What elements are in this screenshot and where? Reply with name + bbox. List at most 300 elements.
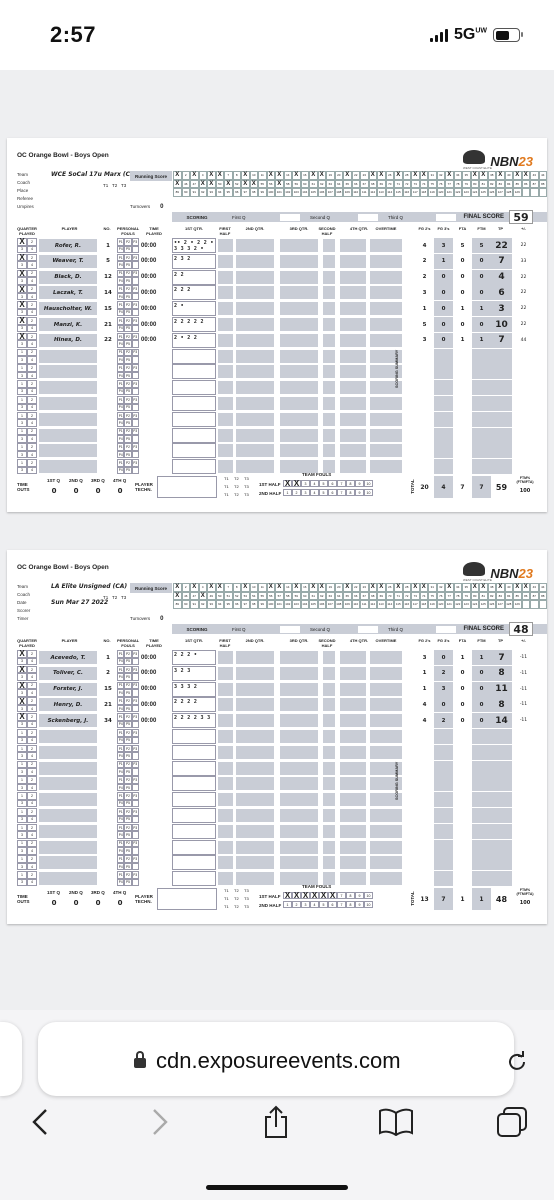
foul-cell[interactable]: P2	[125, 699, 130, 704]
quarter-cell[interactable]: X	[17, 254, 27, 262]
foul-cell[interactable]: P4	[118, 310, 123, 315]
foul-cell[interactable]: P4	[118, 848, 123, 853]
quarter-cell[interactable]: 2	[27, 808, 37, 816]
quarter-cell[interactable]: 3	[17, 863, 27, 871]
foul-cell[interactable]	[132, 261, 139, 269]
foul-mark[interactable]: 8	[346, 901, 355, 908]
quarter-cell[interactable]: 4	[27, 293, 37, 301]
quarter-cell[interactable]: 3	[17, 879, 27, 887]
quarter-cell[interactable]: 4	[27, 689, 37, 697]
foul-cell[interactable]: P1	[118, 793, 123, 798]
foul-cell[interactable]: P5	[125, 801, 130, 806]
personal-fouls[interactable]	[117, 871, 139, 886]
foul-cell[interactable]: P5	[125, 468, 130, 473]
quarter-cell[interactable]: 4	[27, 768, 37, 776]
quarter-cell[interactable]: 2	[27, 317, 37, 325]
foul-mark[interactable]: X	[311, 891, 318, 900]
foul-cell[interactable]: P2	[125, 809, 130, 814]
foul-cell[interactable]	[132, 309, 139, 317]
foul-cell[interactable]: P5	[125, 326, 130, 331]
foul-cell[interactable]: P3	[133, 667, 138, 672]
foul-mark[interactable]: X	[329, 891, 336, 900]
foul-cell[interactable]: P2	[125, 714, 130, 719]
quarter-cell[interactable]: 2	[27, 682, 37, 690]
personal-fouls[interactable]	[117, 745, 139, 760]
quarter-cell[interactable]: X	[17, 333, 27, 341]
quarter-cell[interactable]: 3	[17, 388, 27, 396]
personal-fouls[interactable]	[117, 380, 139, 395]
personal-fouls[interactable]	[117, 412, 139, 427]
foul-cell[interactable]: P4	[118, 373, 123, 378]
foul-cell[interactable]: P2	[125, 841, 130, 846]
foul-cell[interactable]: P5	[125, 785, 130, 790]
personal-fouls[interactable]	[117, 317, 139, 332]
quarter-cell[interactable]: 2	[27, 713, 37, 721]
personal-fouls[interactable]	[117, 761, 139, 776]
foul-cell[interactable]: P2	[125, 413, 130, 418]
quarter-played[interactable]	[17, 254, 37, 269]
foul-cell[interactable]: P4	[118, 357, 123, 362]
quarter-played[interactable]	[17, 871, 37, 886]
foul-cell[interactable]: P1	[118, 271, 123, 276]
quarter-cell[interactable]: 1	[17, 412, 27, 420]
quarter-played[interactable]	[17, 792, 37, 807]
foul-cell[interactable]: P2	[125, 778, 130, 783]
foul-cell[interactable]: P4	[118, 342, 123, 347]
foul-cell[interactable]: P2	[125, 334, 130, 339]
quarter-cell[interactable]: X	[17, 650, 27, 658]
quarter-played[interactable]	[17, 317, 37, 332]
quarter-cell[interactable]: 1	[17, 855, 27, 863]
foul-cell[interactable]: P1	[118, 825, 123, 830]
quarter-cell[interactable]: 3	[17, 705, 27, 713]
quarter-cell[interactable]: X	[17, 713, 27, 721]
quarter-played[interactable]	[17, 380, 37, 395]
foul-mark[interactable]: X	[284, 479, 291, 488]
quarter-cell[interactable]: 1	[17, 364, 27, 372]
quarter-cell[interactable]: 3	[17, 467, 27, 475]
foul-cell[interactable]: P3	[133, 699, 138, 704]
quarter-cell[interactable]: 2	[27, 855, 37, 863]
foul-mark[interactable]: 4	[310, 901, 319, 908]
quarter-cell[interactable]: 3	[17, 404, 27, 412]
foul-cell[interactable]: P4	[118, 690, 123, 695]
quarter-cell[interactable]: 1	[17, 459, 27, 467]
quarter-cell[interactable]: X	[17, 238, 27, 246]
quarter-cell[interactable]: 4	[27, 246, 37, 254]
foul-cell[interactable]	[132, 325, 139, 333]
quarter-cell[interactable]: 4	[27, 388, 37, 396]
quarter-played[interactable]	[17, 745, 37, 760]
foul-mark[interactable]: 7	[337, 892, 346, 899]
foul-cell[interactable]: P4	[118, 326, 123, 331]
quarter-cell[interactable]: 4	[27, 847, 37, 855]
foul-cell[interactable]	[132, 816, 139, 824]
quarter-cell[interactable]: 1	[17, 871, 27, 879]
foul-cell[interactable]: P4	[118, 706, 123, 711]
forward-button[interactable]	[140, 1102, 180, 1142]
foul-cell[interactable]: P1	[118, 445, 123, 450]
foul-cell[interactable]: P3	[133, 397, 138, 402]
quarter-cell[interactable]: 4	[27, 325, 37, 333]
foul-cell[interactable]: P1	[118, 730, 123, 735]
foul-cell[interactable]: P5	[125, 817, 130, 822]
foul-cell[interactable]: P1	[118, 683, 123, 688]
quarter-cell[interactable]: 1	[17, 349, 27, 357]
quarter-played[interactable]	[17, 459, 37, 474]
foul-cell[interactable]: P2	[125, 746, 130, 751]
foul-cell[interactable]: P3	[133, 350, 138, 355]
quarter-cell[interactable]: 2	[27, 459, 37, 467]
foul-cell[interactable]: P1	[118, 397, 123, 402]
foul-cell[interactable]: P3	[133, 287, 138, 292]
foul-cell[interactable]: P3	[133, 825, 138, 830]
quarter-cell[interactable]: X	[17, 270, 27, 278]
quarter-played[interactable]	[17, 285, 37, 300]
document-viewer[interactable]	[0, 70, 554, 1010]
foul-cell[interactable]	[132, 831, 139, 839]
quarter-cell[interactable]: 2	[27, 745, 37, 753]
foul-cell[interactable]	[132, 752, 139, 760]
quarter-played[interactable]	[17, 333, 37, 348]
quarter-cell[interactable]: 4	[27, 705, 37, 713]
quarter-played[interactable]	[17, 349, 37, 364]
personal-fouls[interactable]	[117, 396, 139, 411]
quarter-cell[interactable]: 1	[17, 396, 27, 404]
foul-cell[interactable]: P2	[125, 667, 130, 672]
url-text[interactable]: cdn.exposureevents.com	[156, 1048, 401, 1073]
team-fouls-grid[interactable]	[283, 892, 373, 899]
foul-cell[interactable]: P4	[118, 278, 123, 283]
personal-fouls[interactable]	[117, 443, 139, 458]
foul-cell[interactable]: P4	[118, 833, 123, 838]
foul-cell[interactable]: P2	[125, 651, 130, 656]
quarter-cell[interactable]: 1	[17, 824, 27, 832]
quarter-cell[interactable]: 1	[17, 776, 27, 784]
foul-cell[interactable]: P2	[125, 302, 130, 307]
personal-fouls[interactable]	[117, 333, 139, 348]
quarter-played[interactable]	[17, 650, 37, 665]
foul-mark[interactable]: X	[284, 891, 291, 900]
personal-fouls[interactable]	[117, 364, 139, 379]
quarter-cell[interactable]: 4	[27, 800, 37, 808]
foul-cell[interactable]: P5	[125, 848, 130, 853]
personal-fouls[interactable]	[117, 697, 139, 712]
address-bar[interactable]	[38, 1022, 514, 1096]
foul-cell[interactable]: P5	[125, 247, 130, 252]
quarter-cell[interactable]: 2	[27, 396, 37, 404]
quarter-cell[interactable]: 2	[27, 792, 37, 800]
quarter-played[interactable]	[17, 761, 37, 776]
foul-cell[interactable]	[132, 737, 139, 745]
foul-cell[interactable]: P3	[133, 730, 138, 735]
quarter-cell[interactable]: 3	[17, 277, 27, 285]
quarter-cell[interactable]: 3	[17, 768, 27, 776]
foul-mark[interactable]: 2	[292, 489, 301, 496]
foul-cell[interactable]: P3	[133, 857, 138, 862]
foul-cell[interactable]: P1	[118, 667, 123, 672]
technicals-box[interactable]	[157, 888, 217, 910]
quarter-cell[interactable]: 3	[17, 784, 27, 792]
foul-cell[interactable]: P4	[118, 722, 123, 727]
foul-cell[interactable]: P1	[118, 651, 123, 656]
foul-cell[interactable]: P1	[118, 366, 123, 371]
foul-cell[interactable]	[132, 451, 139, 459]
foul-cell[interactable]: P3	[133, 809, 138, 814]
foul-mark[interactable]: 7	[337, 489, 346, 496]
foul-cell[interactable]: P3	[133, 714, 138, 719]
foul-cell[interactable]: P2	[125, 429, 130, 434]
foul-cell[interactable]	[132, 404, 139, 412]
foul-cell[interactable]: P5	[125, 738, 130, 743]
foul-cell[interactable]: P5	[125, 690, 130, 695]
personal-fouls[interactable]	[117, 729, 139, 744]
foul-mark[interactable]: 8	[346, 489, 355, 496]
foul-cell[interactable]	[132, 388, 139, 396]
foul-cell[interactable]: P2	[125, 460, 130, 465]
foul-cell[interactable]: P1	[118, 778, 123, 783]
quarter-played[interactable]	[17, 824, 37, 839]
foul-cell[interactable]: P4	[118, 421, 123, 426]
personal-fouls[interactable]	[117, 855, 139, 870]
foul-cell[interactable]	[132, 721, 139, 729]
quarter-cell[interactable]: 3	[17, 673, 27, 681]
quarter-cell[interactable]: X	[17, 682, 27, 690]
foul-cell[interactable]: P4	[118, 785, 123, 790]
foul-mark[interactable]: 10	[364, 892, 373, 899]
foul-cell[interactable]: P4	[118, 263, 123, 268]
foul-mark[interactable]: 4	[310, 489, 319, 496]
foul-mark[interactable]: 3	[301, 489, 310, 496]
foul-cell[interactable]: P1	[118, 857, 123, 862]
quarter-cell[interactable]: 3	[17, 737, 27, 745]
foul-cell[interactable]: P3	[133, 302, 138, 307]
foul-cell[interactable]: P3	[133, 762, 138, 767]
foul-mark[interactable]: 9	[355, 489, 364, 496]
personal-fouls[interactable]	[117, 254, 139, 269]
foul-cell[interactable]: P3	[133, 381, 138, 386]
foul-cell[interactable]	[132, 340, 139, 348]
team-fouls-grid[interactable]	[283, 489, 373, 496]
quarter-cell[interactable]: 2	[27, 333, 37, 341]
quarter-cell[interactable]: 3	[17, 831, 27, 839]
team-fouls-grid[interactable]	[283, 480, 373, 487]
foul-cell[interactable]: P3	[133, 413, 138, 418]
foul-mark[interactable]: 2	[292, 901, 301, 908]
quarter-cell[interactable]: 2	[27, 776, 37, 784]
quarter-cell[interactable]: 3	[17, 689, 27, 697]
foul-mark[interactable]: 9	[355, 901, 364, 908]
foul-cell[interactable]: P5	[125, 357, 130, 362]
foul-cell[interactable]: P1	[118, 255, 123, 260]
quarter-cell[interactable]: 1	[17, 745, 27, 753]
foul-cell[interactable]: P5	[125, 864, 130, 869]
quarter-cell[interactable]: 3	[17, 246, 27, 254]
foul-cell[interactable]: P1	[118, 381, 123, 386]
quarter-cell[interactable]: 2	[27, 238, 37, 246]
quarter-cell[interactable]: 4	[27, 752, 37, 760]
foul-mark[interactable]: 4	[310, 480, 319, 487]
foul-cell[interactable]: P4	[118, 659, 123, 664]
foul-cell[interactable]: P2	[125, 366, 130, 371]
personal-fouls[interactable]	[117, 713, 139, 728]
foul-cell[interactable]: P3	[133, 460, 138, 465]
foul-mark[interactable]: 6	[328, 480, 337, 487]
foul-cell[interactable]: P1	[118, 872, 123, 877]
foul-mark[interactable]: 3	[301, 901, 310, 908]
quarter-cell[interactable]: 3	[17, 261, 27, 269]
foul-cell[interactable]	[132, 356, 139, 364]
share-button[interactable]	[256, 1102, 296, 1142]
foul-cell[interactable]: P4	[118, 769, 123, 774]
quarter-played[interactable]	[17, 840, 37, 855]
foul-mark[interactable]: 6	[328, 901, 337, 908]
foul-mark[interactable]: 3	[301, 480, 310, 487]
personal-fouls[interactable]	[117, 666, 139, 681]
quarter-cell[interactable]: 3	[17, 816, 27, 824]
quarter-cell[interactable]: 1	[17, 761, 27, 769]
quarter-cell[interactable]: 2	[27, 349, 37, 357]
personal-fouls[interactable]	[117, 238, 139, 253]
foul-cell[interactable]: P5	[125, 310, 130, 315]
quarter-played[interactable]	[17, 666, 37, 681]
foul-cell[interactable]: P1	[118, 429, 123, 434]
quarter-played[interactable]	[17, 729, 37, 744]
quarter-cell[interactable]: 2	[27, 697, 37, 705]
personal-fouls[interactable]	[117, 428, 139, 443]
foul-cell[interactable]	[132, 768, 139, 776]
foul-cell[interactable]: P5	[125, 294, 130, 299]
foul-cell[interactable]: P5	[125, 278, 130, 283]
quarter-cell[interactable]: 3	[17, 372, 27, 380]
quarter-cell[interactable]: 4	[27, 277, 37, 285]
foul-cell[interactable]: P3	[133, 271, 138, 276]
quarter-cell[interactable]: 4	[27, 309, 37, 317]
foul-cell[interactable]: P4	[118, 801, 123, 806]
quarter-played[interactable]	[17, 713, 37, 728]
quarter-cell[interactable]: 4	[27, 879, 37, 887]
foul-cell[interactable]: P3	[133, 318, 138, 323]
quarter-cell[interactable]: 4	[27, 419, 37, 427]
foul-cell[interactable]: P3	[133, 793, 138, 798]
foul-cell[interactable]: P3	[133, 778, 138, 783]
foul-cell[interactable]	[132, 673, 139, 681]
quarter-cell[interactable]: 2	[27, 871, 37, 879]
quarter-cell[interactable]: X	[17, 301, 27, 309]
personal-fouls[interactable]	[117, 808, 139, 823]
foul-mark[interactable]: 1	[283, 901, 292, 908]
quarter-played[interactable]	[17, 697, 37, 712]
quarter-played[interactable]	[17, 682, 37, 697]
quarter-cell[interactable]: 4	[27, 673, 37, 681]
foul-cell[interactable]: P1	[118, 318, 123, 323]
foul-mark[interactable]: 1	[283, 489, 292, 496]
quarter-cell[interactable]: 3	[17, 325, 27, 333]
foul-mark[interactable]: 7	[337, 901, 346, 908]
foul-cell[interactable]: P3	[133, 255, 138, 260]
foul-cell[interactable]: P5	[125, 342, 130, 347]
foul-mark[interactable]: 10	[364, 480, 373, 487]
quarter-cell[interactable]: 4	[27, 435, 37, 443]
foul-cell[interactable]: P3	[133, 239, 138, 244]
foul-cell[interactable]: P5	[125, 754, 130, 759]
foul-mark[interactable]: X	[320, 891, 327, 900]
quarter-cell[interactable]: 3	[17, 340, 27, 348]
foul-cell[interactable]: P4	[118, 738, 123, 743]
foul-mark[interactable]: X	[293, 479, 300, 488]
foul-mark[interactable]: 8	[346, 480, 355, 487]
foul-cell[interactable]: P2	[125, 857, 130, 862]
foul-cell[interactable]: P3	[133, 445, 138, 450]
personal-fouls[interactable]	[117, 349, 139, 364]
quarter-cell[interactable]: 3	[17, 419, 27, 427]
foul-cell[interactable]: P5	[125, 389, 130, 394]
quarter-played[interactable]	[17, 855, 37, 870]
foul-cell[interactable]: P3	[133, 683, 138, 688]
foul-cell[interactable]: P5	[125, 880, 130, 885]
foul-cell[interactable]: P2	[125, 350, 130, 355]
quarter-cell[interactable]: 1	[17, 428, 27, 436]
quarter-played[interactable]	[17, 270, 37, 285]
quarter-cell[interactable]: 2	[27, 666, 37, 674]
quarter-cell[interactable]: 2	[27, 301, 37, 309]
foul-cell[interactable]	[132, 372, 139, 380]
personal-fouls[interactable]	[117, 301, 139, 316]
foul-cell[interactable]: P2	[125, 872, 130, 877]
foul-cell[interactable]	[132, 419, 139, 427]
foul-cell[interactable]: P2	[125, 271, 130, 276]
quarter-cell[interactable]: X	[17, 666, 27, 674]
foul-mark[interactable]: 9	[355, 892, 364, 899]
foul-mark[interactable]: 10	[364, 901, 373, 908]
foul-mark[interactable]: X	[302, 891, 309, 900]
foul-cell[interactable]: P1	[118, 287, 123, 292]
foul-cell[interactable]	[132, 467, 139, 475]
quarter-cell[interactable]: X	[17, 285, 27, 293]
quarter-cell[interactable]: 3	[17, 752, 27, 760]
quarter-cell[interactable]: X	[17, 317, 27, 325]
quarter-cell[interactable]: 4	[27, 816, 37, 824]
quarter-cell[interactable]: 4	[27, 404, 37, 412]
foul-cell[interactable]: P2	[125, 239, 130, 244]
foul-cell[interactable]: P3	[133, 651, 138, 656]
foul-cell[interactable]: P1	[118, 746, 123, 751]
quarter-played[interactable]	[17, 364, 37, 379]
foul-cell[interactable]: P1	[118, 841, 123, 846]
foul-cell[interactable]	[132, 863, 139, 871]
quarter-cell[interactable]: 4	[27, 340, 37, 348]
quarter-cell[interactable]: 3	[17, 721, 27, 729]
foul-cell[interactable]: P4	[118, 294, 123, 299]
foul-cell[interactable]: P3	[133, 841, 138, 846]
quarter-cell[interactable]: 3	[17, 847, 27, 855]
foul-cell[interactable]: P2	[125, 683, 130, 688]
foul-mark[interactable]: 5	[319, 489, 328, 496]
foul-cell[interactable]: P2	[125, 255, 130, 260]
personal-fouls[interactable]	[117, 650, 139, 665]
foul-mark[interactable]: X	[293, 891, 300, 900]
foul-cell[interactable]: P2	[125, 730, 130, 735]
foul-cell[interactable]: P1	[118, 714, 123, 719]
quarter-cell[interactable]: 4	[27, 784, 37, 792]
foul-mark[interactable]: 10	[364, 489, 373, 496]
foul-cell[interactable]: P4	[118, 754, 123, 759]
quarter-cell[interactable]: 4	[27, 658, 37, 666]
foul-cell[interactable]: P2	[125, 793, 130, 798]
personal-fouls[interactable]	[117, 682, 139, 697]
foul-cell[interactable]: P1	[118, 239, 123, 244]
foul-cell[interactable]: P2	[125, 318, 130, 323]
